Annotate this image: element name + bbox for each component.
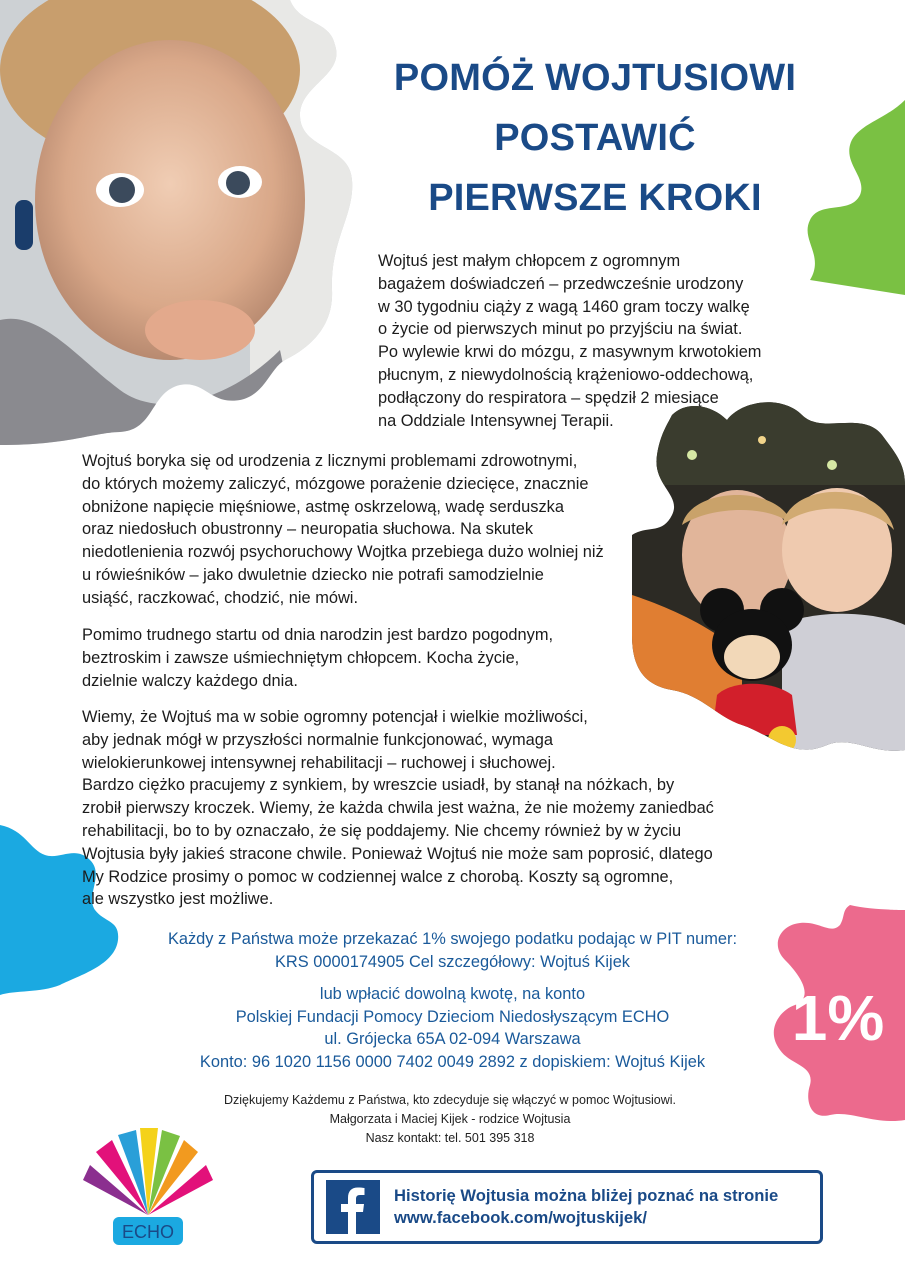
- paragraph-line: wielokierunkowej intensywnej rehabilitacji – ruchowej i słuchowej.: [82, 753, 556, 772]
- paragraph-line: Wojtusia były jakieś stracone chwile. Ponieważ Wojtuś nie może sam poprosić, dlatego: [82, 844, 713, 863]
- title-line-3: PIERWSZE KROKI: [428, 177, 762, 219]
- paragraph-line: Pomimo trudnego startu od dnia narodzin jest bardzo pogodnym,: [82, 626, 554, 644]
- foundation-name: Polskiej Fundacji Pomocy Dzieciom Niedosłyszącym ECHO: [235, 1007, 670, 1026]
- contact-line: Nasz kontakt: tel. 501 395 318: [365, 1131, 535, 1145]
- one-percent-label: 1%: [791, 982, 885, 1054]
- paragraph-character: [82, 624, 782, 692]
- bank-account: Konto: 96 1020 1156 0000 7402 0049 2892 z dopiskiem: Wojtuś Kijek: [199, 1052, 706, 1071]
- facebook-line-1: Historię Wojtusia można bliżej poznać na stronie: [394, 1186, 779, 1205]
- tax-line: Każdy z Państwa może przekazać 1% swojego podatku podając w PIT numer:: [167, 930, 738, 948]
- krs-line: KRS 0000174905 Cel szczegółowy: Wojtuś Kijek: [274, 952, 630, 971]
- paragraph-line: My Rodzice prosimy o pomoc w codziennej walce z chorobą. Koszty są ogromne,: [82, 867, 674, 886]
- paragraph-health: [82, 450, 782, 610]
- paragraph-line: Bardzo ciężko pracujemy z synkiem, by wreszcie usiadł, by stanął na nóżkach, by: [82, 776, 675, 795]
- transfer-line: lub wpłacić dowolną kwotę, na konto: [319, 985, 586, 1004]
- paragraph-line: zrobił pierwszy kroczek. Wiemy, że każda chwila jest ważna, że nie możemy zaniedbać: [82, 799, 714, 818]
- intro-line: Wojtuś jest małym chłopcem z ogromnym: [378, 252, 681, 270]
- facebook-link[interactable]: www.facebook.com/wojtuskijek/: [394, 1208, 647, 1227]
- title-line-2: POSTAWIĆ: [494, 117, 696, 159]
- paragraph-line: Wojtuś boryka się od urodzenia z licznymi problemami zdrowotnymi,: [82, 452, 578, 470]
- paragraph-line: niedotlenienia rozwój psychoruchowy Wojtka przebiega dużo wolniej niż: [82, 543, 604, 562]
- intro-line: płucnym, z niewydolnością krążeniowo-oddechową,: [378, 365, 754, 384]
- facebook-icon: [326, 1180, 380, 1234]
- paragraph-line: do których możemy zaliczyć, mózgowe porażenie dziecięce, znacznie: [82, 474, 589, 493]
- paragraph-line: u rówieśników – jako dwuletnie dziecko nie potrafi samodzielnie: [82, 565, 544, 584]
- intro-line: o życie od pierwszych minut po przyjściu na świat.: [378, 320, 743, 339]
- facebook-text: [394, 1185, 778, 1229]
- title-line-1: POMÓŻ WOJTUSIOWI: [393, 57, 797, 99]
- thanks-line: Dziękujemy Każdemu z Państwa, kto zdecyduje się włączyć w pomoc Wojtusiowi.: [223, 1093, 677, 1107]
- paragraph-line: usiąść, raczkować, chodzić, nie mówi.: [82, 588, 359, 607]
- paragraph-rehabilitation: [82, 706, 782, 911]
- paragraph-line: oraz niedosłuch obustronny – neuropatia słuchowa. Na skutek: [82, 520, 534, 539]
- echo-logo-text: ECHO: [121, 1222, 175, 1242]
- paragraph-line: obniżone napięcie mięśniowe, astmę oskrzelową, wadę serduszka: [82, 497, 564, 516]
- facebook-box[interactable]: [311, 1170, 823, 1244]
- intro-paragraph: [378, 250, 833, 432]
- paragraph-line: beztroskim i zawsze uśmiechniętym chłopcem. Kocha życie,: [82, 648, 520, 667]
- photo-toddler: [0, 0, 360, 445]
- paragraph-line: aby jednak mógł w przyszłości normalnie funkcjonować, wymaga: [82, 730, 553, 749]
- paragraph-line: rehabilitacji, bo to by oznaczało, że się poddajemy. Nie chcemy również by w życiu: [82, 821, 682, 840]
- intro-line: bagażem doświadczeń – przedwcześnie urodzony: [378, 274, 744, 293]
- foundation-address: ul. Grójecka 65A 02-094 Warszawa: [324, 1030, 581, 1049]
- page-title: [355, 48, 835, 228]
- intro-line: na Oddziale Intensywnej Terapii.: [378, 411, 614, 430]
- intro-line: podłączony do respiratora – spędził 2 miesiące: [378, 388, 719, 407]
- donation-info: [90, 928, 815, 1074]
- intro-line: w 30 tygodniu ciąży z wagą 1460 gram toczy walkę: [378, 297, 750, 316]
- paragraph-line: dzielnie walczy każdego dnia.: [82, 671, 298, 690]
- intro-line: Po wylewie krwi do mózgu, z masywnym krwotokiem: [378, 343, 762, 362]
- paragraph-line: Wiemy, że Wojtuś ma w sobie ogromny potencjał i wielkie możliwości,: [82, 708, 588, 726]
- paragraph-line: ale wszystko jest możliwe.: [82, 890, 274, 909]
- thanks-note: [150, 1091, 750, 1148]
- echo-logo: [78, 1120, 218, 1250]
- parents-line: Małgorzata i Maciej Kijek - rodzice Wojtusia: [329, 1112, 571, 1126]
